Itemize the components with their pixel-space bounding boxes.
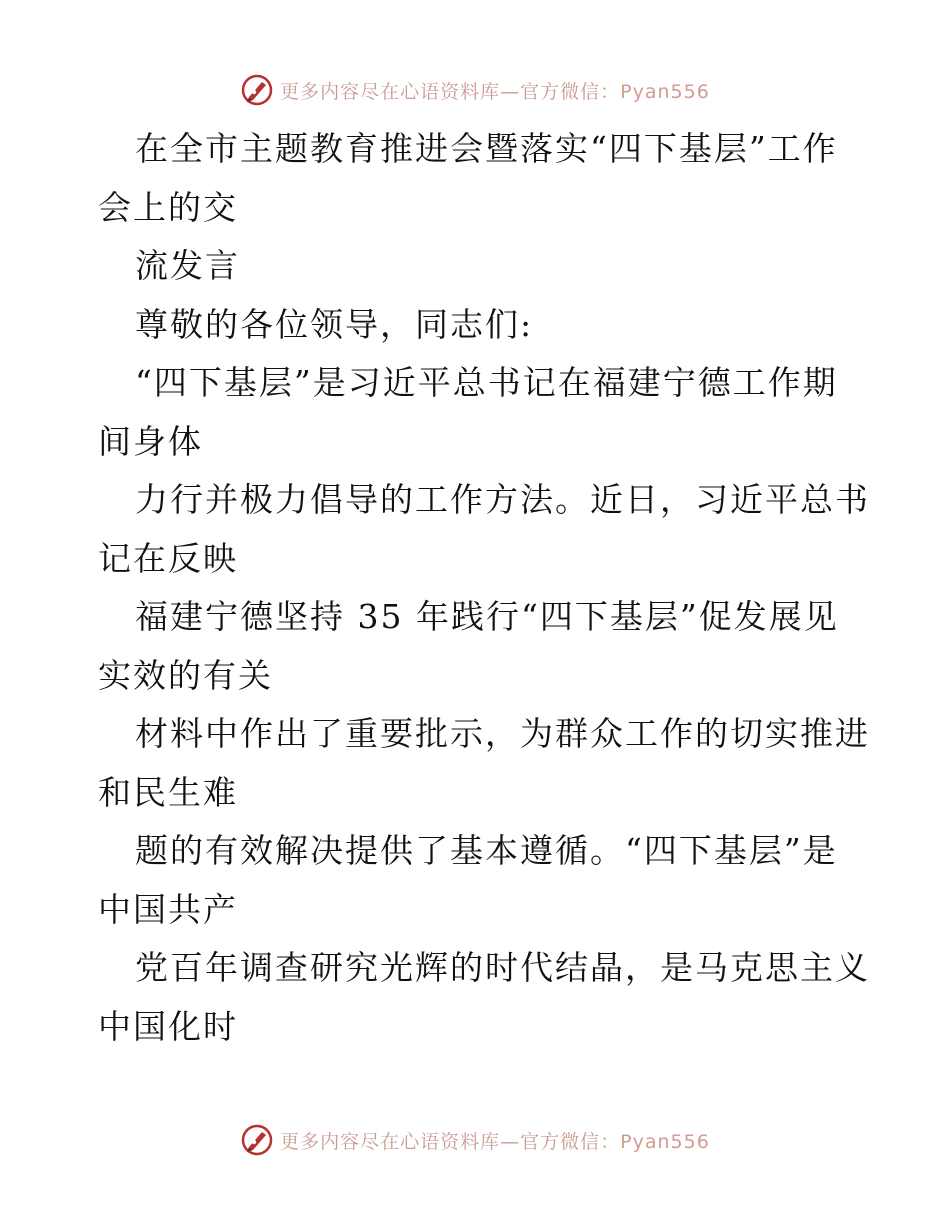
watermark-text xyxy=(280,77,710,104)
doc-line: 中国共产 xyxy=(98,889,238,929)
doc-line: 中国化时 xyxy=(98,1006,238,1046)
top-watermark-banner xyxy=(0,70,950,110)
watermark-handle: Pyan556 xyxy=(620,1130,710,1153)
doc-line: 福建宁德坚持 35 年践行“四下基层”促发展见 xyxy=(135,597,839,636)
doc-line: 流发言 xyxy=(135,246,240,285)
document-body xyxy=(98,120,870,1056)
doc-line: 尊敬的各位领导，同志们: xyxy=(135,304,534,344)
doc-line: 会上的交 xyxy=(98,187,238,227)
doc-line: 和民生难 xyxy=(98,772,238,812)
doc-line: 间身体 xyxy=(98,421,203,461)
watermark-text xyxy=(280,1127,710,1154)
doc-line: 实效的有关 xyxy=(98,655,273,695)
doc-line: 在全市主题教育推进会暨落实“四下基层”工作 xyxy=(135,129,838,168)
watermark-label: 更多内容尽在心语资料库—官方微信： xyxy=(280,80,621,103)
doc-line: 材料中作出了重要批示，为群众工作的切实推进 xyxy=(135,714,870,753)
red-pen-seal-icon xyxy=(240,73,274,107)
doc-line: 题的有效解决提供了基本遵循。“四下基层”是 xyxy=(135,831,838,870)
bottom-watermark-banner xyxy=(0,1120,950,1160)
watermark-label: 更多内容尽在心语资料库—官方微信： xyxy=(280,1130,621,1153)
watermark-handle: Pyan556 xyxy=(620,80,710,103)
doc-line: “四下基层”是习近平总书记在福建宁德工作期 xyxy=(135,363,838,402)
doc-line: 党百年调查研究光辉的时代结晶，是马克思主义 xyxy=(135,948,870,987)
red-pen-seal-icon xyxy=(240,1123,274,1157)
doc-line: 力行并极力倡导的工作方法。近日，习近平总书 xyxy=(135,480,870,519)
doc-line: 记在反映 xyxy=(98,538,238,578)
